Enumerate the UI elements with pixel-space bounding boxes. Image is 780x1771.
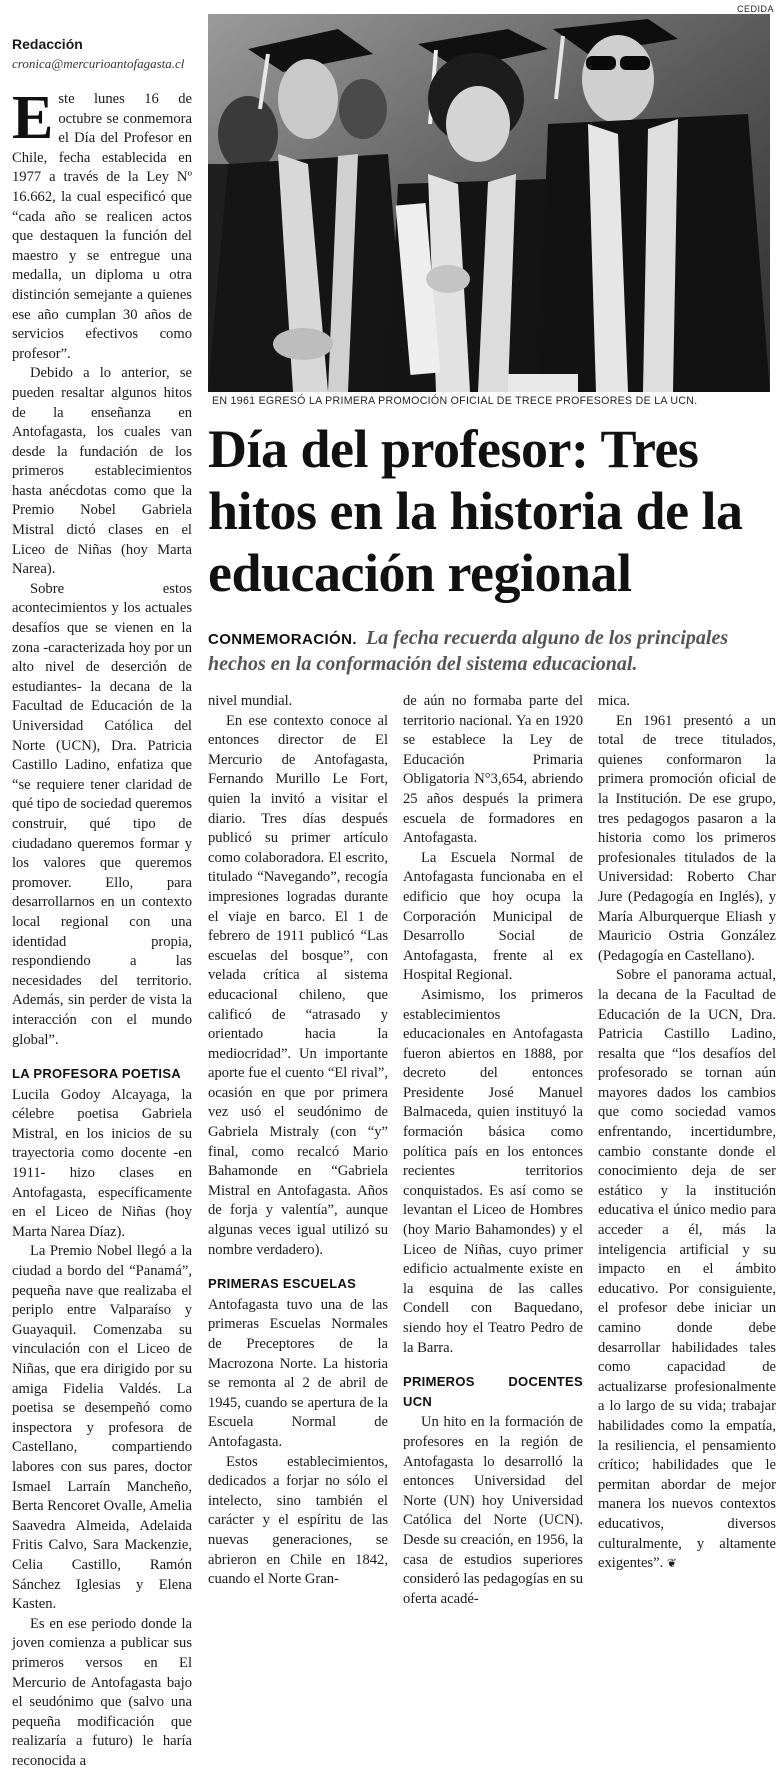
article-column-2 (208, 692, 388, 1590)
article-paragraph: Sobre estos acontecimientos y los actuales desafíos que se vienen en la zona -caracterizada hoy por un alto nivel de deserción de estudiantes- la decana de la Facultad de Educación de la Universidad Católica del Norte (UCN), Dra. Patricia Castillo Ladino, enfatiza que “se requiere tener claridad de qué tipo de sociedad queremos construir, qué tipo de ciudadano queremos formar y los valores que queremos promover. Ello, para desarrollarnos en un contexto local regional con una identidad propia, respondiendo a las necesidades del territorio. Además, sin perder de vista la interacción con el mundo global”. (12, 580, 192, 1048)
article-paragraph: Antofagasta tuvo una de las primeras Escuelas Normales de Preceptores de la Macrozona Norte. La historia se remonta al 2 de abril de 1945, cuando se apertura de la Escuela Normal de Antofagasta. (208, 1296, 388, 1450)
photo-credit: CEDIDA (736, 4, 774, 14)
deck-text: La fecha recuerda alguno de los principales hechos en la conformación del sistema educacional. (208, 627, 729, 675)
subheading-primeros-docentes-ucn: PRIMEROS DOCENTES UCN (403, 1374, 583, 1409)
byline-author: Redacción (12, 36, 83, 52)
subheading-profesora-poetisa: LA PROFESORA POETISA (12, 1066, 181, 1082)
article-lead-paragraph (12, 84, 192, 364)
article-paragraph: Lucila Godoy Alcayaga, la célebre poetisa Gabriela Mistral, en los inicios de su trayectoria como docente -en 1911- hizo clases en Antofagasta, específicamente en el Liceo de Niñas (hoy Marta Narea Díaz). (12, 1086, 192, 1240)
paragraph-text: Sobre el panorama actual, la decana de la Facultad de Educación de la UCN, Dra. Patricia Castillo Ladino, resalta que “los desafíos del profesorado se tornan aún mayores dados los cambios que como sociedad vamos enfrentando, incertidumbre, cambio constante donde el conocimiento deja de ser estático y la institución educativa el único medio para acceder a él, más la inteligencia artificial y su impacto en el ámbito educativo. Por consiguiente, el profesor debe iniciar un camino donde debe desarrollar habilidades tales como capacidad de actualizarse profesionalmente a lo largo de su vida; trabajar habilidades como la empatía, la resiliencia, el pensamiento crítico; habilidades que le permitan abordar de mejor manera los nuevos contextos educativos, diversos culturalmente, y altamente exigentes”. (598, 967, 776, 1572)
article-paragraph-continued: mica. (598, 693, 631, 709)
end-of-article-icon: ❦ (666, 1556, 677, 1571)
headline: Día del profesor: Tres hitos en la historia de la educación regional (208, 419, 743, 603)
article-paragraph: En ese contexto conoce al entonces director de El Mercurio de Antofagasta, Fernando Murillo Le Fort, quien la invitó a visitar el diario. Tres días después publicó su primer artículo como colaboradora. El escrito, titulado “Navegando”, recogía impresiones logradas durante el viaje en barco. El 1 de febrero de 1911 publicó “Las escuelas del bosque”, con velada crítica al sistema educacional chileno, que calificó de “atrasado y orientado hacia la mediocridad”. Un importante aporte fue el cuento “El rival”, ocasión en que por primera vez usó el seudónimo de Gabriela Mistraly (con “y” final, como recalcó Mario Bahamonde en “Gabriela Mistral en Antofagasta. Años de forja y valentía”, aunque algunas veces igual utilizó su nombre verdadero). (208, 712, 388, 1258)
article-column-1 (12, 84, 192, 1771)
subheading-primeras-escuelas: PRIMERAS ESCUELAS (208, 1276, 357, 1292)
deck-kicker: CONMEMORACIÓN. (208, 631, 357, 648)
article-paragraph: Un hito en la formación de profesores en la región de Antofagasta lo desarrolló la entonces Universidad del Norte (UN) hoy Universidad Católica del Norte (UCN). Desde su creación, en 1956, la casa de estudios superiores consideró las pedagogías en su oferta acadé- (403, 1414, 583, 1607)
article-paragraph (598, 966, 776, 1573)
byline-email[interactable]: cronica@mercurioantofagasta.cl (12, 56, 185, 71)
article-paragraph: Asimismo, los primeros establecimientos educacionales en Antofagasta fueron abiertos en 1888, por decreto del entonces Presidente José Manuel Balmaceda, quien instituyó la formación básica como política país en los entonces recientes territorios conquistados. Es así como se levantan el Liceo de Hombres (hoy Mario Bahamondes) y el Liceo de Niñas, cuyo primer edificio actualmente existe en la esquina de las calles Condell con Baquedano, siendo hoy el Teatro Pedro de la Barra. (403, 986, 583, 1356)
deck (208, 626, 773, 677)
article-paragraph-continued: nivel mundial. (208, 693, 293, 709)
graduation-photo (208, 14, 770, 392)
photo-caption: EN 1961 EGRESÓ LA PRIMERA PROMOCIÓN OFICIAL DE TRECE PROFESORES DE LA UCN. (212, 395, 698, 407)
article-paragraph: En 1961 presentó a un total de trece titulados, quienes conformaron la primera promoción oficial de la Institución. De ese grupo, tres pedagogos pasaron a la historia como los primeros profesionales titulados de la Universidad: Roberto Char Jure (Pedagogía en Inglés), y María Alburquerque Eliash y Mauricio Ostria González (Pedagogía en Castellano). (598, 712, 776, 964)
drop-cap: E (12, 84, 54, 152)
graduation-photo-illustration (208, 14, 770, 392)
article-paragraph-continued: de aún no formaba parte del territorio nacional. Ya en 1920 se establece la Ley de Educación Primaria Obligatoria N°3,654, abriendo 25 años después la primera escuela de formadores en Antofagasta. (403, 693, 583, 847)
article-paragraph: La Premio Nobel llegó a la ciudad a bordo del “Panamá”, pequeña nave que realizaba el periplo entre Valparaíso y Guayaquil. Comenzaba su vinculación con el Liceo de Niñas, que era dirigido por su amiga Fidelia Valdés. La poetisa se desempeñó como inspectora y profesora de Castellano, compartiendo labores con sus pares, doctor Ismael Larraín Mancheño, Berta Rencoret Ovalle, Amelia Saavedra Almeida, Adelaida Fritis Calvo, Sara Mackenzie, Celia Castillo, Ramón Sánchez Iglesias y Elena Kasten. (12, 1243, 192, 1613)
paragraph-text: ste lunes 16 de octubre se conmemora el Día del Profesor en Chile, fecha establecida en 1977 a través de la Ley Nº 16.662, la cual especificó que “cada año se realicen actos que destaquen la función del maestro y se entregue una medalla, un diploma u otra distinción semejante a quienes ese año cumplan 30 años de servicios efectivos como profesor”. (12, 91, 192, 362)
article-paragraph: Es en ese periodo donde la joven comienza a publicar sus primeros versos en El Mercurio de Antofagasta bajo el seudónimo que (salvo una pequeña modificación que realizaría a futuro) le haría reconocida a (12, 1615, 192, 1769)
article-paragraph: Estos establecimientos, dedicados a forjar no sólo el intelecto, sino también el carácter y el espíritu de las nuevas generaciones, se abrieron en Chile en 1842, cuando el Norte Gran- (208, 1453, 388, 1588)
article-column-3 (403, 692, 583, 1609)
article-paragraph: La Escuela Normal de Antofagasta funcionaba en el edificio que hoy ocupa la Corporación Municipal de Desarrollo Social de Antofagasta, frente al ex Hospital Regional. (403, 849, 583, 984)
article-column-4 (598, 692, 776, 1574)
article-paragraph: Debido a lo anterior, se pueden resaltar algunos hitos de la enseñanza en Antofagasta, los cuales van desde la fundación de los primeros establecimientos hasta anécdotas como que la Premio Nobel Gabriela Mistral dictó clases en el Liceo de Niñas (hoy Marta Narea). (12, 365, 192, 578)
